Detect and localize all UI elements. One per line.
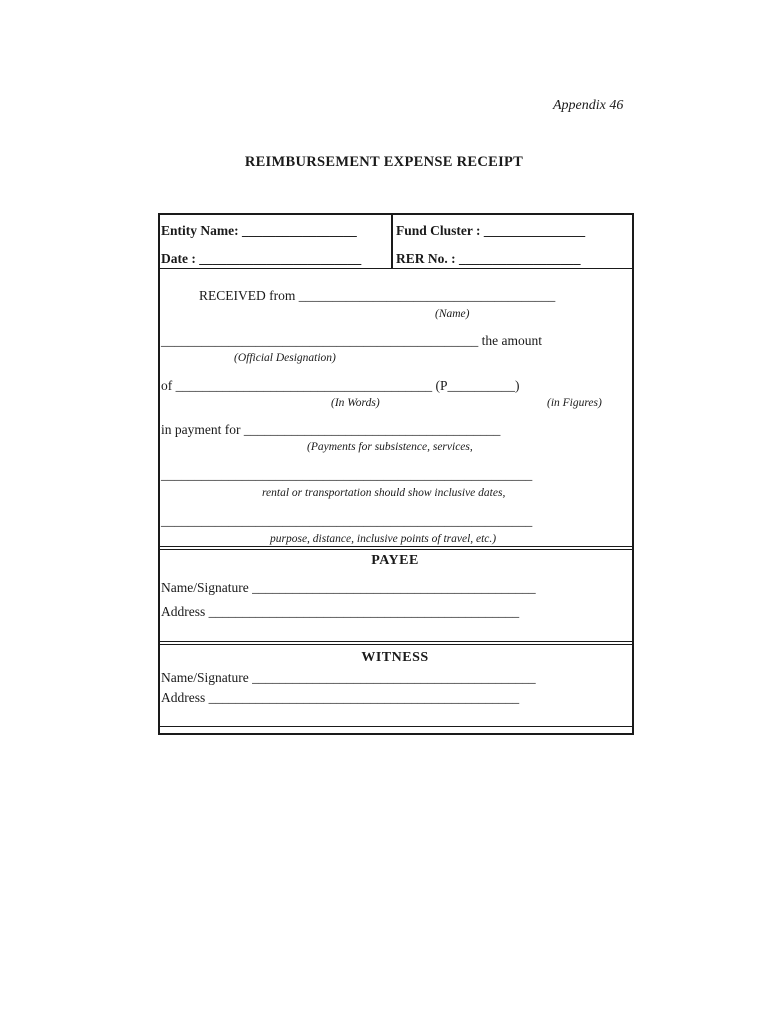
payments-note: (Payments for subsistence, services, <box>307 441 473 453</box>
payee-top-divider-1 <box>158 546 632 547</box>
form-bottom-inner-divider <box>158 726 632 727</box>
payee-top-divider-2 <box>158 549 632 550</box>
received-from-field[interactable]: RECEIVED from ______________________________________ <box>199 288 556 303</box>
payment-detail-line-1[interactable]: _______________________________________________________ <box>161 467 533 482</box>
name-note: (Name) <box>435 308 470 320</box>
payee-name-signature-field[interactable]: Name/Signature __________________________________________ <box>161 580 536 595</box>
header-bottom-divider <box>158 268 632 269</box>
witness-heading: WITNESS <box>361 650 429 665</box>
official-designation-field[interactable]: _______________________________________________ the amount <box>161 333 542 348</box>
rer-no-field[interactable]: RER No. : __________________ <box>396 251 581 266</box>
amount-field[interactable]: of ______________________________________ (P__________) <box>161 378 520 393</box>
in-words-note: (In Words) <box>331 397 380 409</box>
official-designation-note: (Official Designation) <box>234 352 336 364</box>
witness-top-divider-2 <box>158 644 632 645</box>
payment-detail-line-2[interactable]: _______________________________________________________ <box>161 513 533 528</box>
entity-name-field[interactable]: Entity Name: _________________ <box>161 223 357 238</box>
witness-name-signature-field[interactable]: Name/Signature __________________________________________ <box>161 670 536 685</box>
in-figures-note: (in Figures) <box>547 397 602 409</box>
rental-note: rental or transportation should show inclusive dates, <box>262 487 506 499</box>
payment-for-field[interactable]: in payment for ______________________________________ <box>161 422 501 437</box>
appendix-label: Appendix 46 <box>553 98 624 113</box>
page-title: REIMBURSEMENT EXPENSE RECEIPT <box>244 154 524 170</box>
purpose-note: purpose, distance, inclusive points of travel, etc.) <box>270 533 497 545</box>
witness-top-divider-1 <box>158 641 632 642</box>
payee-address-field[interactable]: Address ______________________________________________ <box>161 604 520 619</box>
fund-cluster-field[interactable]: Fund Cluster : _______________ <box>396 223 586 238</box>
header-column-divider <box>391 213 393 269</box>
payee-heading: PAYEE <box>371 553 419 568</box>
date-field[interactable]: Date : ________________________ <box>161 251 362 266</box>
witness-address-field[interactable]: Address ______________________________________________ <box>161 690 520 705</box>
